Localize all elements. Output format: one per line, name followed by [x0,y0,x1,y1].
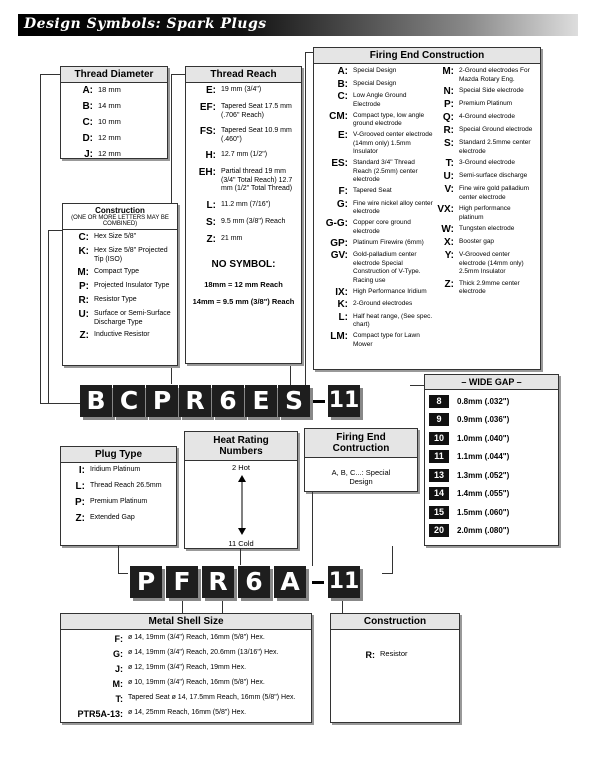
wide-gap-row [425,429,558,448]
item-value: Tapered Seat [353,187,392,194]
construction-box [62,203,178,366]
list-item [318,313,434,330]
heat-rating-hot: 2 Hot [232,463,250,472]
connector-line [171,74,185,75]
gap-value: 0.9mm (.036") [457,415,510,425]
connector-line [182,599,183,613]
construction-bottom-box [330,613,460,723]
list-item [190,201,297,211]
list-item [434,238,536,248]
item-value: Platinum Firewire (6mm) [353,238,424,246]
wide-gap-row [425,503,558,522]
construction-bottom-list [331,630,459,667]
list-item [67,282,173,292]
item-value: Half heat range, (See spec. chart) [353,312,433,328]
thread-diameter-list [61,83,167,169]
plug-type-title: Plug Type [61,447,176,463]
wide-gap-title-text: WIDE GAP [468,377,515,387]
item-key: P: [79,281,89,292]
wide-gap-row [425,411,558,430]
code-letter-tile: F [166,566,198,598]
wide-gap-row [425,485,558,504]
list-item [67,310,173,327]
list-item [434,67,536,84]
item-value: 21 mm [221,234,243,242]
no-symbol-14mm: 14mm = 9.5 mm (3/8") Reach [192,296,295,306]
item-value: ø 14, 19mm (3/4") Reach, 16mm (5/8") Hex. [128,634,265,641]
thread-diameter-box [60,66,168,159]
list-item [434,205,536,222]
gap-value: 1.5mm (.060") [457,507,510,517]
item-value: Hex Size 5/8" [94,233,137,240]
item-value: Surface or Semi-Surface Discharge Type [94,310,171,326]
code-letter-tile: 6 [238,566,270,598]
wide-gap-title: – WIDE GAP – [425,375,558,390]
item-value: Booster gap [459,238,495,245]
connector-line [305,52,306,385]
title-banner [18,14,578,36]
metal-shell-title: Metal Shell Size [61,614,311,630]
firing-end-list-left [314,64,434,355]
list-item [318,219,434,236]
list-item [190,168,297,194]
list-item [335,650,455,660]
item-key: FS: [199,126,216,137]
list-item [318,332,434,349]
item-value: 12 mm [98,149,121,158]
item-key: GP: [330,237,348,249]
heat-rating-scale [185,461,297,551]
wide-gap-box [424,374,559,546]
item-key: PTR5A-13: [77,709,123,719]
item-value: Iridium Platinum [90,466,141,473]
item-key: C: [82,117,93,128]
gap-code-badge: 8 [429,395,449,408]
item-value: Resistor [380,649,408,658]
list-item [65,694,307,704]
code-letter-tile: B [80,385,112,417]
code-letter-tile: 6 [212,385,244,417]
connector-line [48,230,62,231]
item-key: T: [115,694,123,704]
item-key: L: [75,481,85,492]
item-key: G: [113,649,123,659]
list-item [65,150,163,160]
gap-value: 1.3mm (.052") [457,470,510,480]
item-value: Premium Platinum [90,498,148,505]
item-key: Y: [444,250,454,261]
code-letter-tile: C [113,385,145,417]
gap-code-badge: 13 [429,469,449,482]
list-item [65,482,172,492]
connector-line [392,546,393,574]
item-value: High Performance Iridium [353,287,427,295]
item-value: V-Grooved center electrode (14mm only) 1.5mm Insulator [353,131,433,155]
item-key: S: [444,138,454,149]
gap-code-badge: 11 [429,450,449,463]
item-value: Premium Platinum [459,100,513,107]
thread-diameter-title: Thread Diameter [61,67,167,83]
list-item [318,239,434,249]
item-value: Resistor Type [94,296,137,303]
item-key: ES: [331,158,348,169]
list-item [65,118,163,128]
item-value: 9.5 mm (3/8") Reach [221,217,286,225]
connector-line [312,492,313,566]
wide-gap-row [425,448,558,467]
item-key: H: [205,150,216,161]
list-item [190,235,297,245]
construction-list [63,230,177,348]
item-value: Compact type, low angle ground electrode [353,111,425,127]
list-item [67,296,173,306]
item-key: U: [443,171,454,182]
list-item [190,151,297,161]
item-value: 18 mm [98,85,121,94]
list-item [434,159,536,169]
item-key: P: [444,99,454,110]
item-value: 12.7 mm (1/2") [221,151,268,158]
connector-line [240,549,241,565]
item-key: V: [444,184,454,195]
list-item [65,466,172,476]
list-item [318,288,434,298]
item-key: G-G: [325,218,348,229]
item-key: Z: [444,278,454,290]
item-key: K: [78,246,89,257]
list-item [190,103,297,120]
list-item [318,92,434,109]
item-key: K: [337,299,348,310]
item-key: E: [206,85,216,96]
item-value: High performance platinum [459,205,511,221]
wide-gap-row [425,466,558,485]
item-value: Special Side electrode [459,87,524,94]
item-key: M: [442,66,454,77]
firing-end-small-text: A, B, C...: Special Design [331,468,391,486]
list-item [67,331,173,341]
item-key: R: [365,650,375,660]
plug-type-box [60,446,177,546]
list-item [65,634,307,644]
item-key: F: [338,186,348,197]
item-key: W: [441,224,454,235]
item-key: A: [337,66,348,77]
firing-end-list-right [434,64,540,355]
connector-line [40,74,41,404]
list-item [65,679,307,689]
item-key: Z: [79,330,89,341]
metal-shell-box [60,613,312,723]
item-value: ø 12, 19mm (3/4") Reach, 19mm Hex. [128,664,247,671]
list-item [65,102,163,112]
item-key: C: [78,232,89,243]
no-symbol-heading: NO SYMBOL: [211,258,276,270]
item-value: Tungsten electrode [459,225,515,232]
item-value: Semi-surface discharge [459,172,528,179]
connector-line [222,599,223,613]
item-value: ø 14, 25mm Reach, 16mm (5/8") Hex. [128,709,247,716]
gap-value: 1.4mm (.055") [457,489,510,499]
item-key: I: [78,465,85,476]
item-key: X: [444,237,454,248]
page-title: Design Symbols: Spark Plugs [24,16,267,32]
item-key: IX: [335,286,348,298]
list-item [434,185,536,202]
code-letter-tile: P [130,566,162,598]
firing-end-box [313,47,541,370]
gap-code-badge: 9 [429,413,449,426]
list-item [318,200,434,217]
construction-bottom-title: Construction [331,614,459,630]
item-key: Q: [442,112,454,123]
list-item [190,127,297,144]
item-value: Special Design [353,79,397,87]
item-value: Partial thread 19 mm (3/4" Total Reach) 12.7 mm (1/2" Total Thread) [221,168,293,192]
list-item [318,80,434,90]
item-key: J: [114,664,123,674]
item-key: F: [114,634,123,644]
gap-value: 2.0mm (.080") [457,526,510,536]
list-item [318,131,434,157]
list-item [434,87,536,97]
thread-reach-list [186,83,301,255]
list-item [318,159,434,185]
item-key: EH: [198,167,216,178]
item-key: M: [77,267,89,278]
item-value: Standard 2.5mme center electrode [459,139,531,155]
item-value: Thread Reach 26.5mm [90,482,162,489]
connector-line [290,365,291,385]
list-item [434,113,536,123]
item-value: Fine wire nickel alloy center electrode [353,199,433,215]
item-key: T: [445,158,454,169]
list-item [434,100,536,110]
list-item [434,251,536,277]
connector-line [382,573,392,574]
item-value: 4-Ground electrode [459,113,516,120]
item-value: 19 mm (3/4") [221,86,262,93]
item-key: J: [84,149,93,160]
gap-code-badge: 15 [429,506,449,519]
item-key: D: [82,133,93,144]
item-key: B: [82,101,93,112]
item-value: 2-Ground electrodes [353,300,413,307]
connector-line [410,385,424,386]
connector-line [48,230,49,403]
wide-gap-list [425,390,558,540]
item-key: P: [75,497,85,508]
item-value: V-Grooved center electrode (14mm only) 2.5mm Insulator [459,251,524,275]
metal-shell-list [61,630,311,727]
item-key: S: [206,216,216,228]
gap-value: 1.0mm (.040") [457,433,510,443]
item-value: 10 mm [98,117,121,126]
item-key: R: [78,295,89,306]
item-value: Tapered Seat ø 14, 17.5mm Reach, 16mm (5/8") Hex. [128,694,296,701]
item-key: VX: [437,204,454,215]
list-item [434,225,536,235]
item-key: Z: [75,513,85,524]
no-symbol-18mm: 18mm = 12 mm Reach [204,279,283,289]
list-item [67,268,173,278]
code-letter-tile: S [278,385,310,417]
heat-rating-cold: 11 Cold [228,539,254,548]
list-item [318,251,434,285]
list-item [65,664,307,674]
gap-code-badge: 14 [429,487,449,500]
code-dash [312,581,324,584]
item-key: E: [338,130,348,141]
item-key: GV: [330,250,348,261]
construction-subtitle: (ONE OR MORE LETTERS MAY BE COMBINED) [63,215,177,230]
connector-line [118,546,119,574]
list-item [67,247,173,264]
firing-end-small-box [304,428,418,492]
code-letter-tile: 11 [328,385,360,417]
item-key: L: [206,199,216,211]
thread-reach-title: Thread Reach [186,67,301,83]
list-item [318,300,434,310]
item-value: Copper core ground electrode [353,219,411,235]
list-item [65,709,307,719]
connector-line [40,403,80,404]
code-letter-tile: R [202,566,234,598]
item-key: C: [337,91,348,102]
wide-gap-row [425,392,558,411]
item-value: Thick 2.9mme center electrode [459,279,520,295]
item-value: Standard 3/4" Thread Reach (2.5mm) center electrode [353,159,418,183]
item-value: Low Angle Ground Electrode [353,92,407,108]
item-value: Hex Size 5/8" Projected Tip (ISO) [94,247,168,263]
item-value: Compact type for Lawn Mower [353,332,420,348]
list-item [65,514,172,524]
item-key: R: [443,125,454,136]
connector-line [305,52,313,53]
item-key: EF: [199,102,216,113]
code-letter-tile: 11 [328,566,360,598]
code-letter-tile: E [245,385,277,417]
code-dash [313,400,325,403]
firing-end-small-title: Firing End Contruction [305,429,417,458]
list-item [434,172,536,182]
connector-line [118,573,128,574]
list-item [318,112,434,129]
item-key: A: [82,85,93,96]
item-key: CM: [329,110,348,122]
item-key: G: [336,198,348,210]
heat-rating-title: Heat Rating Numbers [185,432,297,461]
list-item [434,280,536,297]
item-key: M: [112,679,123,689]
gap-code-badge: 20 [429,524,449,537]
wide-gap-row [425,522,558,541]
list-item [65,86,163,96]
item-value: 14 mm [98,101,121,110]
item-key: U: [78,309,89,320]
code-letter-tile: R [179,385,211,417]
heat-rating-box [184,431,298,549]
item-key: N: [443,86,454,97]
item-value: Compact Type [94,268,140,275]
item-value: 2-Ground electrodes For Mazda Rotary Eng. [459,67,530,83]
item-key: B: [337,78,348,90]
list-item [434,139,536,156]
item-value: 11.2 mm (7/16") [221,200,271,208]
list-item [67,233,173,243]
item-value: Fine wire gold palladium center electrode [459,185,530,201]
item-key: L: [338,311,348,323]
plug-type-list [61,463,176,533]
construction-title: Construction [63,204,177,215]
list-item [65,498,172,508]
list-item [65,134,163,144]
list-item [65,649,307,659]
gap-value: 0.8mm (.032") [457,396,510,406]
item-value: 12 mm [98,133,121,142]
item-value: ø 10, 19mm (3/4") Reach, 16mm (5/8") Hex. [128,679,265,686]
item-value: ø 14, 19mm (3/4") Reach, 20.6mm (13/16") Hex. [128,649,279,656]
list-item [318,187,434,197]
thread-reach-box [185,66,302,364]
item-value: Gold-palladium center electrode Special Construction of V-Type. Racing use [353,251,421,284]
item-value: Inductive Resistor [94,331,150,338]
connector-line [342,599,343,613]
heat-rating-arrow-icon [236,475,248,535]
item-value: 3-Ground electrode [459,159,516,166]
item-value: Special Design [353,67,397,74]
item-key: LM: [330,331,348,342]
item-value: Extended Gap [90,514,135,521]
list-item [190,218,297,228]
code-letter-tile: P [146,385,178,417]
item-key: Z: [206,233,216,245]
item-value: Special Ground electrode [459,126,533,133]
gap-value: 1.1mm (.044") [457,452,510,462]
item-value: Tapered Seat 10.9 mm (.460") [221,127,292,143]
item-value: Projected Insulator Type [94,282,170,289]
gap-code-badge: 10 [429,432,449,445]
list-item [318,67,434,77]
firing-end-title: Firing End Construction [314,48,540,64]
list-item [190,86,297,96]
list-item [434,126,536,136]
item-value: Tapered Seat 17.5 mm (.706" Reach) [221,103,292,119]
code-letter-tile: A [274,566,306,598]
connector-line [40,74,60,75]
